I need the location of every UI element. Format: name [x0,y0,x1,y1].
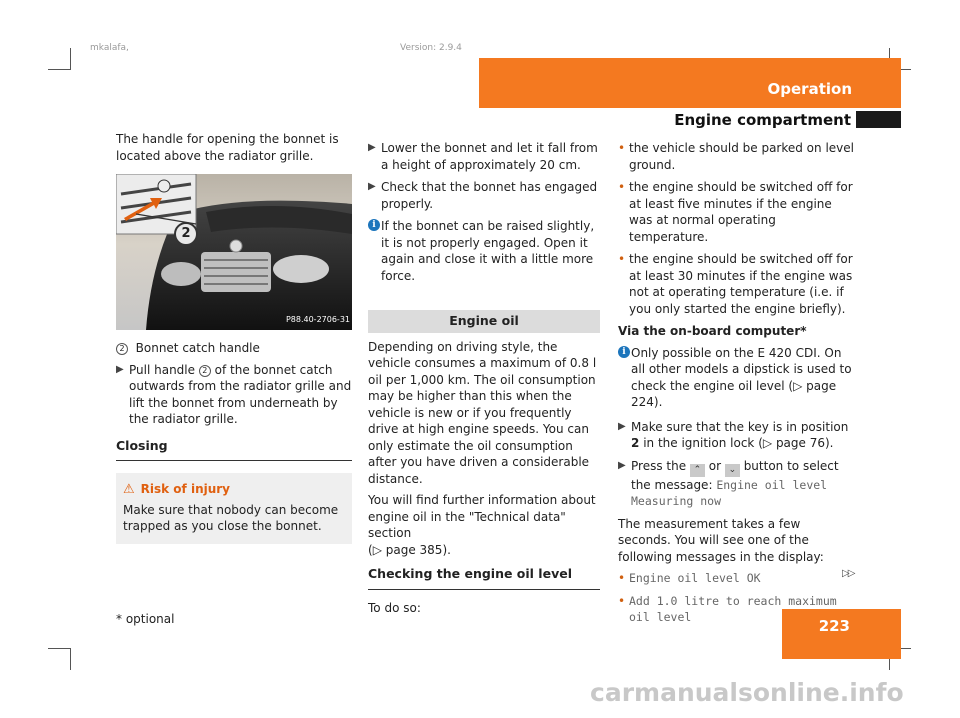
step-arrow-icon: ▶ [618,459,626,471]
step-text: button to select the message: [631,458,839,492]
warning-title-text: Risk of injury [140,482,231,496]
arrow-down-key-icon: ⌄ [725,464,740,477]
bullet-dot-icon: • [618,180,626,194]
watermark: carmanualsonline.info [590,678,904,707]
step-text: Check that the bonnet has engaged properly. [381,180,598,211]
bullet-dot-icon: • [618,252,626,266]
further-info-a: You will find further information about engine oil in the "Technical data" section [368,493,596,540]
chapter-title: Engine compartment [674,111,851,129]
bullet-text: the engine should be switched off for at least 30 minutes if the engine was not at operating temperature (i.e. if you only started the engine briefly). [629,252,853,316]
caption [116,340,352,357]
oil-consumption-text: Depending on driving style, the vehicle consumes a maximum of 0.8 l oil per 1,000 km. The oil consumption may be higher than this when the vehicle is new or if you frequently drive at high engine speeds. You can only estimate the oil consumption after you have driven a considerable distance. [368,339,597,486]
step-arrow-icon: ▶ [116,363,124,375]
step-prefix: Pull handle [129,362,196,377]
info-icon: i [368,219,380,231]
bullet-item [618,140,854,173]
display-message: Engine oil level OK [629,571,761,585]
step-text: Lower the bonnet and let it fall from a height of approximately 20 cm. [381,141,598,172]
message-item [618,570,854,587]
callout-number: 2 [181,226,191,241]
car-illustration [116,174,352,330]
info-text: If the bonnet can be raised slightly, it is not properly engaged. Open it again and close it with a little more force. [381,219,595,283]
step-rest: of the bonnet catch outwards from the radiator grille and lift the bonnet from underneath by the radiator grille. [129,362,352,426]
todo-text: To do so: [368,600,421,615]
engine-oil-heading: Engine oil [368,310,600,333]
footnote: * optional [116,612,175,626]
bullet-dot-icon: • [618,593,626,608]
display-message: Engine oil level Measuring now [631,477,828,508]
step-arrow-icon: ▶ [368,181,376,192]
warning-title [123,481,345,499]
intro-text: The handle for opening the bonnet is located above the radiator grille. [116,132,339,163]
bullet-dot-icon: • [618,571,626,585]
caption-label: Bonnet catch handle [135,341,260,355]
checking-oil-heading: Checking the engine oil level [368,566,600,590]
column-1 [116,131,352,544]
bullet-text: the engine should be switched off for at least five minutes if the engine was at normal operating temperature. [629,180,853,244]
info-icon: i [618,346,630,358]
callout-2-icon: 2 [116,343,128,355]
measurement-text: The measurement takes a few seconds. You will see one of the following messages in the display: [618,516,824,564]
step-lower-bonnet [368,140,600,173]
step-text: Make sure that the key is in position [631,419,849,434]
warning-text: Make sure that nobody can become trapped as you close the bonnet. [123,502,339,533]
step-arrow-icon: ▶ [618,420,626,432]
bullet-item [618,251,854,317]
column-2 [368,140,600,621]
meta-author: mkalafa, [90,43,129,53]
callout-2-icon: 2 [199,365,211,377]
arrow-up-key-icon: ⌃ [690,464,705,477]
display-message: Add 1.0 litre to reach maximum oil level [629,593,837,624]
continue-arrows-icon: ▷▷ [842,568,854,579]
key-position: 2 [631,436,640,450]
info-note [368,218,600,284]
via-onboard-heading: Via the on-board computer* [618,324,807,338]
info-text: Only possible on the E 420 CDI. On all other models a dipstick is used to check the engine oil level [631,345,852,393]
bonnet-handle-photo [116,174,352,330]
image-code: P88.40-2706-31 [285,314,350,324]
step-text: in the ignition lock [643,436,755,450]
step-text: or [708,458,722,473]
step-pull-handle [116,362,352,428]
meta-version: Version: 2.9.4 [400,43,462,53]
step-check-bonnet [368,179,600,212]
page-ref-arrow-icon: ▷ [372,542,382,557]
closing-heading: Closing [116,438,352,462]
step-text: Press the [631,458,687,473]
page-ref-link[interactable]: page 224 [631,378,837,409]
warning-triangle-icon: ⚠ [123,482,135,497]
section-title: Operation [767,80,852,98]
further-info-text: You will find further information about engine oil in the "Technical data" section (▷ page 385). [368,493,596,557]
chapter-marker [856,111,901,128]
warning-box [116,473,352,544]
bullet-text: the vehicle should be parked on level ground. [629,141,854,172]
bullet-item [618,179,854,245]
step-arrow-icon: ▶ [368,142,376,153]
step-key-position: ▶ Make sure that the key is in position 2 in the ignition lock (▷ page 76). [618,419,849,450]
page-number: 223 [818,617,850,635]
page-ref-arrow-icon: ▷ [762,436,773,450]
page-ref-link[interactable]: page 385 [385,542,443,557]
page-ref-arrow-icon: ▷ [793,378,803,393]
info-note: i Only possible on the E 420 CDI. On all other models a dipstick is used to check the engine oil level (▷ page 224). [618,345,854,411]
step-press-button [618,458,854,510]
column-3 [618,140,854,632]
page-ref-link[interactable]: page 76 [775,436,825,450]
bullet-dot-icon: • [618,141,626,155]
